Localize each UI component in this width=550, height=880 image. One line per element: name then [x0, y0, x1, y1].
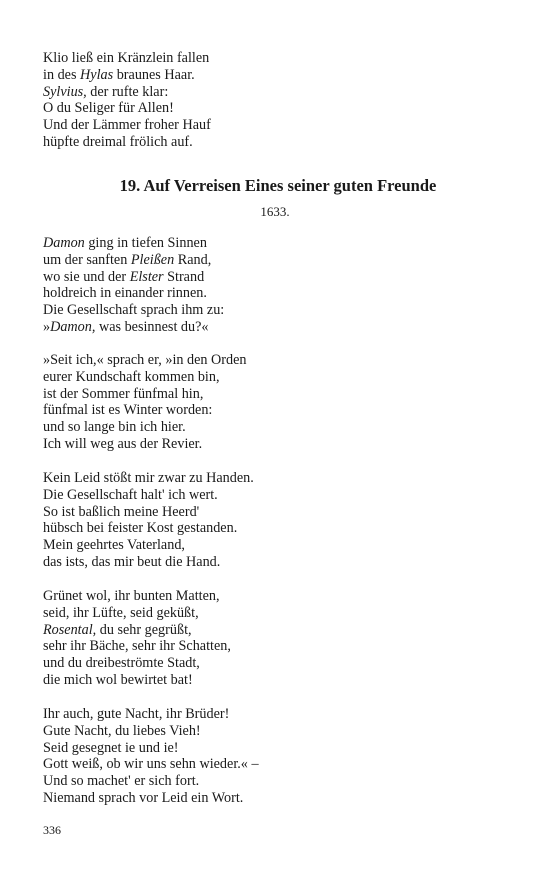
- verse-line: [43, 369, 247, 386]
- verse-text: Ihr auch, gute Nacht, ihr Brüder!: [43, 706, 230, 722]
- verse-text: Niemand sprach vor Leid ein Wort.: [43, 789, 244, 806]
- verse-text: Seid gesegnet ie und ie!: [43, 739, 179, 756]
- verse-text: um der sanften: [43, 251, 131, 268]
- verse-text: Die Gesellschaft halt' ich wert.: [43, 486, 218, 503]
- verse-text: O du Seliger für Allen!: [43, 100, 174, 117]
- verse-text: fünfmal ist es Winter worden:: [43, 402, 213, 419]
- verse-name-italic: Sylvius,: [43, 83, 87, 100]
- verse-line: [43, 773, 259, 790]
- verse-name-italic: Pleißen: [130, 251, 175, 268]
- verse-line: [43, 285, 224, 302]
- stanza-3: [43, 352, 247, 453]
- verse-text: Rand,: [174, 251, 212, 268]
- verse-line: [43, 537, 254, 554]
- verse-line: [43, 470, 254, 487]
- verse-text: und du dreibeströmte Stadt,: [43, 655, 200, 672]
- page-number: 336: [43, 823, 61, 837]
- verse-text: Mein geehrtes Vaterland,: [43, 537, 185, 554]
- verse-text: hüpfte dreimal frölich auf.: [43, 133, 193, 150]
- verse-line: [43, 352, 247, 369]
- verse-text: seid, ihr Lüfte, seid geküßt,: [43, 604, 199, 621]
- verse-line: [43, 84, 211, 101]
- verse-line: [43, 487, 254, 504]
- verse-line: [43, 436, 247, 453]
- verse-line: [43, 302, 224, 319]
- verse-text: sehr ihr Bäche, sehr ihr Schatten,: [43, 638, 231, 655]
- verse-text: »Seit ich,« sprach er, »in den Orden: [43, 352, 247, 368]
- poem-date-text: 1633.: [260, 204, 290, 219]
- verse-text: und so lange bin ich hier.: [43, 419, 186, 436]
- verse-text: Gute Nacht, du liebes Vieh!: [43, 722, 201, 739]
- verse-text: eurer Kundschaft kommen bin,: [43, 368, 220, 385]
- verse-name-italic: Damon,: [50, 318, 96, 335]
- verse-text: Klio ließ ein Kränzlein fallen: [43, 50, 210, 66]
- verse-line: [43, 319, 224, 336]
- verse-line: [43, 655, 231, 672]
- verse-line: [43, 706, 259, 723]
- verse-line: [43, 588, 231, 605]
- verse-line: [43, 723, 259, 740]
- verse-line: [43, 402, 247, 419]
- verse-text: was besinnest du?«: [95, 318, 209, 335]
- verse-line: [43, 605, 231, 622]
- poem-title-text: 19. Auf Verreisen Eines seiner guten Freunde: [119, 176, 437, 195]
- verse-line: [43, 386, 247, 403]
- verse-line: [43, 790, 259, 807]
- verse-line: [43, 235, 224, 252]
- verse-text: Kein Leid stößt mir zwar zu Handen.: [43, 470, 254, 486]
- verse-line: [43, 419, 247, 436]
- poem-date: [0, 204, 550, 220]
- verse-text: Und der Lämmer froher Hauf: [43, 117, 211, 134]
- verse-line: [43, 100, 211, 117]
- verse-text: braunes Haar.: [113, 66, 195, 83]
- verse-line: [43, 638, 231, 655]
- verse-text: Grünet wol, ihr bunten Matten,: [43, 588, 220, 604]
- verse-line: [43, 269, 224, 286]
- verse-line: [43, 756, 259, 773]
- verse-line: [43, 672, 231, 689]
- verse-text: das ists, das mir beut die Hand.: [43, 553, 221, 570]
- verse-name-italic: Damon: [43, 235, 85, 251]
- verse-line: [43, 134, 211, 151]
- stanza-1: [43, 50, 211, 151]
- verse-text: Die Gesellschaft sprach ihm zu:: [43, 302, 225, 319]
- verse-text: der rufte klar:: [86, 83, 169, 100]
- poem-title: [0, 176, 550, 196]
- stanza-4: [43, 470, 254, 571]
- verse-text: Ich will weg aus der Revier.: [43, 435, 203, 452]
- verse-text: Strand: [163, 268, 205, 285]
- verse-text: hübsch bei feister Kost gestanden.: [43, 520, 238, 537]
- verse-line: [43, 622, 231, 639]
- verse-text: ist der Sommer fünfmal hin,: [43, 385, 204, 402]
- verse-text: Gott weiß, ob wir uns sehn wieder.« –: [43, 756, 259, 773]
- verse-line: [43, 252, 224, 269]
- stanza-5: [43, 588, 231, 689]
- verse-line: [43, 504, 254, 521]
- verse-text: du sehr gegrüßt,: [96, 621, 192, 638]
- verse-line: [43, 520, 254, 537]
- stanza-2: [43, 235, 224, 336]
- verse-line: [43, 67, 211, 84]
- verse-line: [43, 117, 211, 134]
- verse-text: »: [43, 318, 51, 335]
- verse-text: So ist baßlich meine Heerd': [43, 503, 200, 520]
- verse-text: ging in tiefen Sinnen: [84, 235, 207, 251]
- verse-text: in des: [43, 66, 81, 83]
- verse-text: holdreich in einander rinnen.: [43, 285, 207, 302]
- stanza-6: [43, 706, 259, 807]
- verse-name-italic: Rosental,: [43, 621, 97, 638]
- verse-text: die mich wol bewirtet bat!: [43, 671, 193, 688]
- verse-text: Und so machet' er sich fort.: [43, 773, 200, 790]
- verse-text: wo sie und der: [43, 268, 130, 285]
- verse-line: [43, 50, 211, 67]
- verse-name-italic: Elster: [129, 268, 164, 285]
- verse-name-italic: Hylas: [80, 66, 114, 83]
- verse-line: [43, 740, 259, 757]
- verse-line: [43, 554, 254, 571]
